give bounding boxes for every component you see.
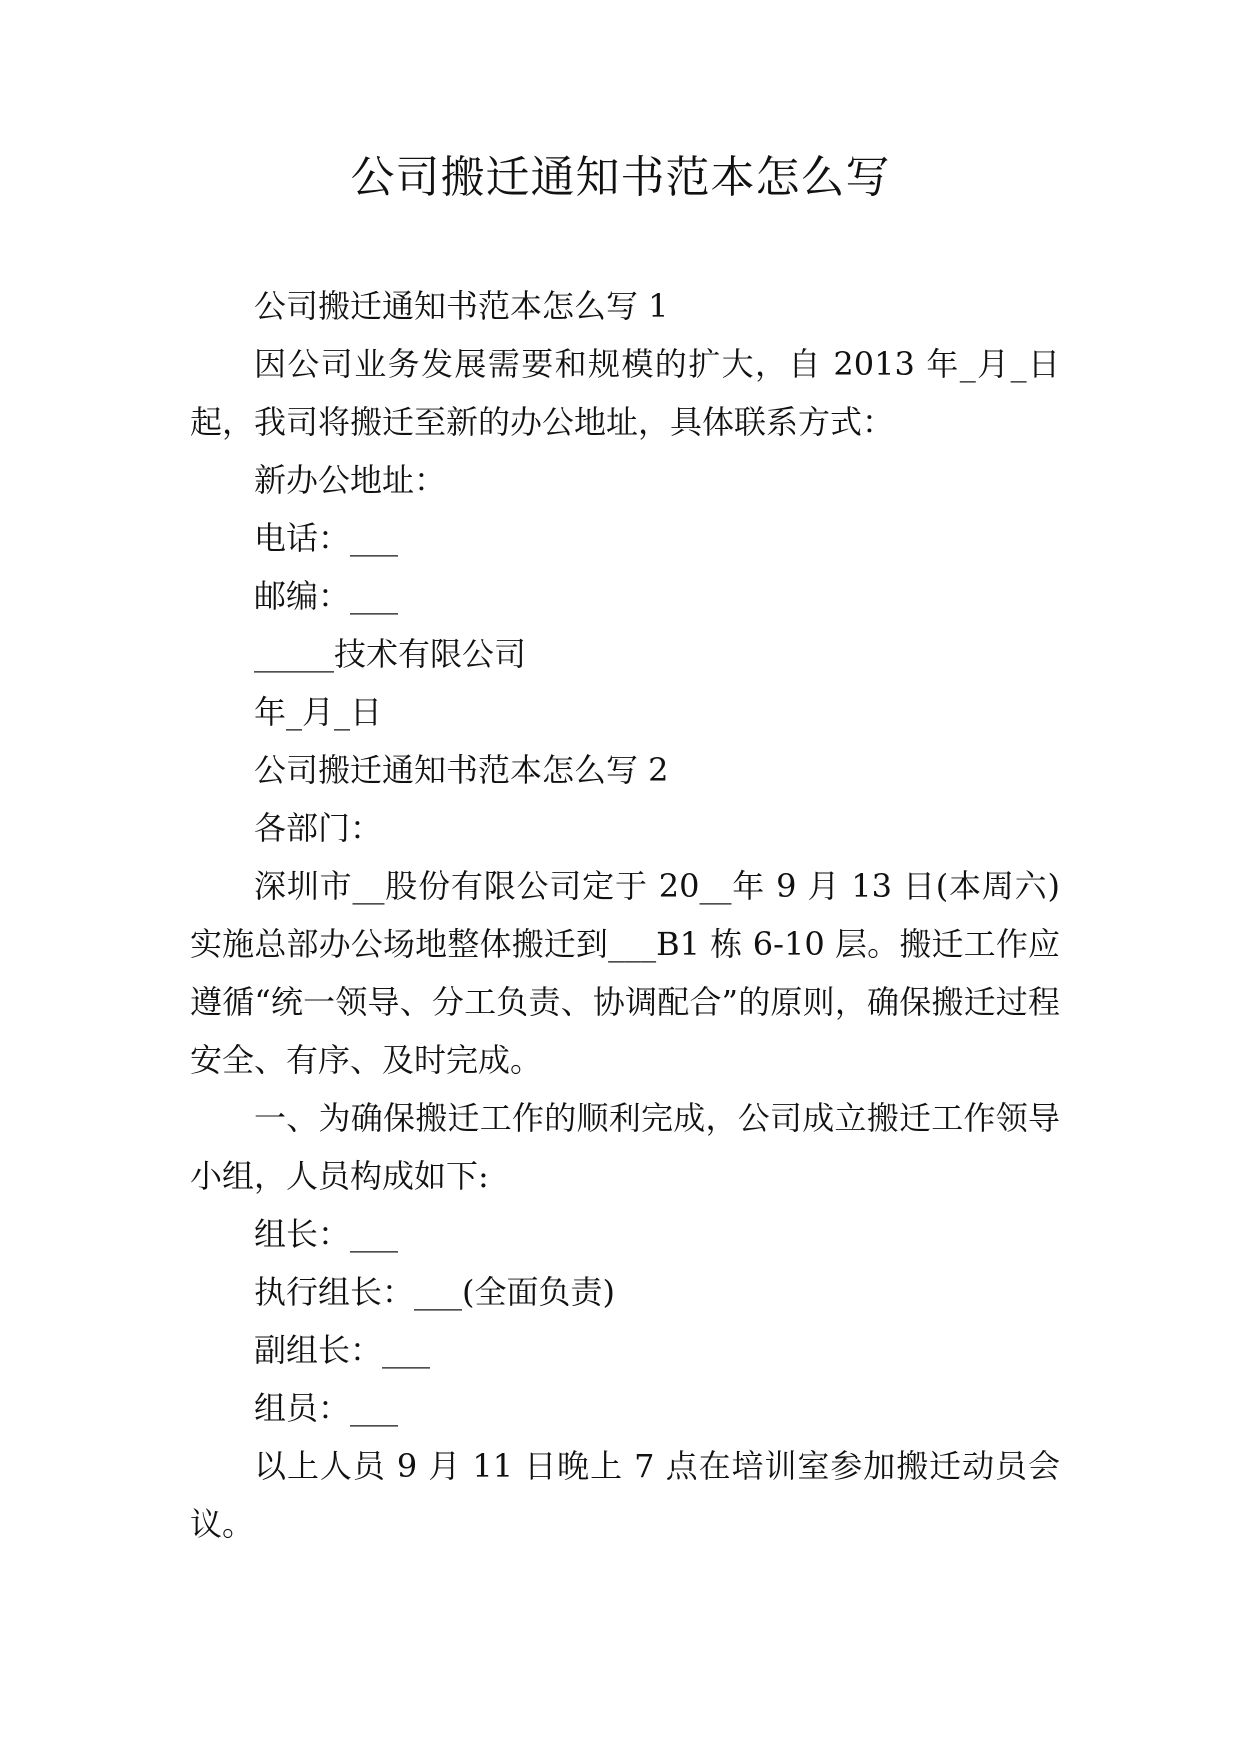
executive-leader-line: 执行组长：___(全面负责) [254, 1273, 615, 1311]
section-heading-2: 公司搬迁通知书范本怎么写 2 [254, 751, 669, 789]
company-signature: _____技术有限公司 [254, 635, 527, 673]
document-title: 公司搬迁通知书范本怎么写 [350, 152, 891, 203]
date-line: 年_月_日 [254, 693, 383, 731]
section-heading-1: 公司搬迁通知书范本怎么写 1 [254, 287, 669, 325]
members-line: 组员：___ [254, 1389, 399, 1427]
postcode-line: 邮编：___ [254, 577, 399, 615]
salutation: 各部门： [254, 809, 383, 847]
address-line: 新办公地址： [254, 461, 447, 499]
deputy-leader-line: 副组长：___ [254, 1331, 431, 1369]
paragraph: 深圳市__股份有限公司定于 20__年 9 月 13 日(本周六)实施总部办公场地整体搬迁到___B1 栋 6-10 层。搬迁工作应遵循“统一领导、分工负责、协调配合”的原则，确保搬迁过程安全、有序、及时完成。 [190, 867, 1060, 1079]
team-leader-line: 组长：___ [254, 1215, 399, 1253]
phone-line: 电话：___ [254, 519, 399, 557]
paragraph: 一、为确保搬迁工作的顺利完成，公司成立搬迁工作领导小组，人员构成如下: [190, 1099, 1060, 1195]
paragraph: 因公司业务发展需要和规模的扩大，自 2013 年_月_日起，我司将搬迁至新的办公地址，具体联系方式： [190, 345, 1060, 441]
document-body [190, 277, 1060, 1553]
paragraph: 以上人员 9 月 11 日晚上 7 点在培训室参加搬迁动员会议。 [190, 1447, 1060, 1543]
